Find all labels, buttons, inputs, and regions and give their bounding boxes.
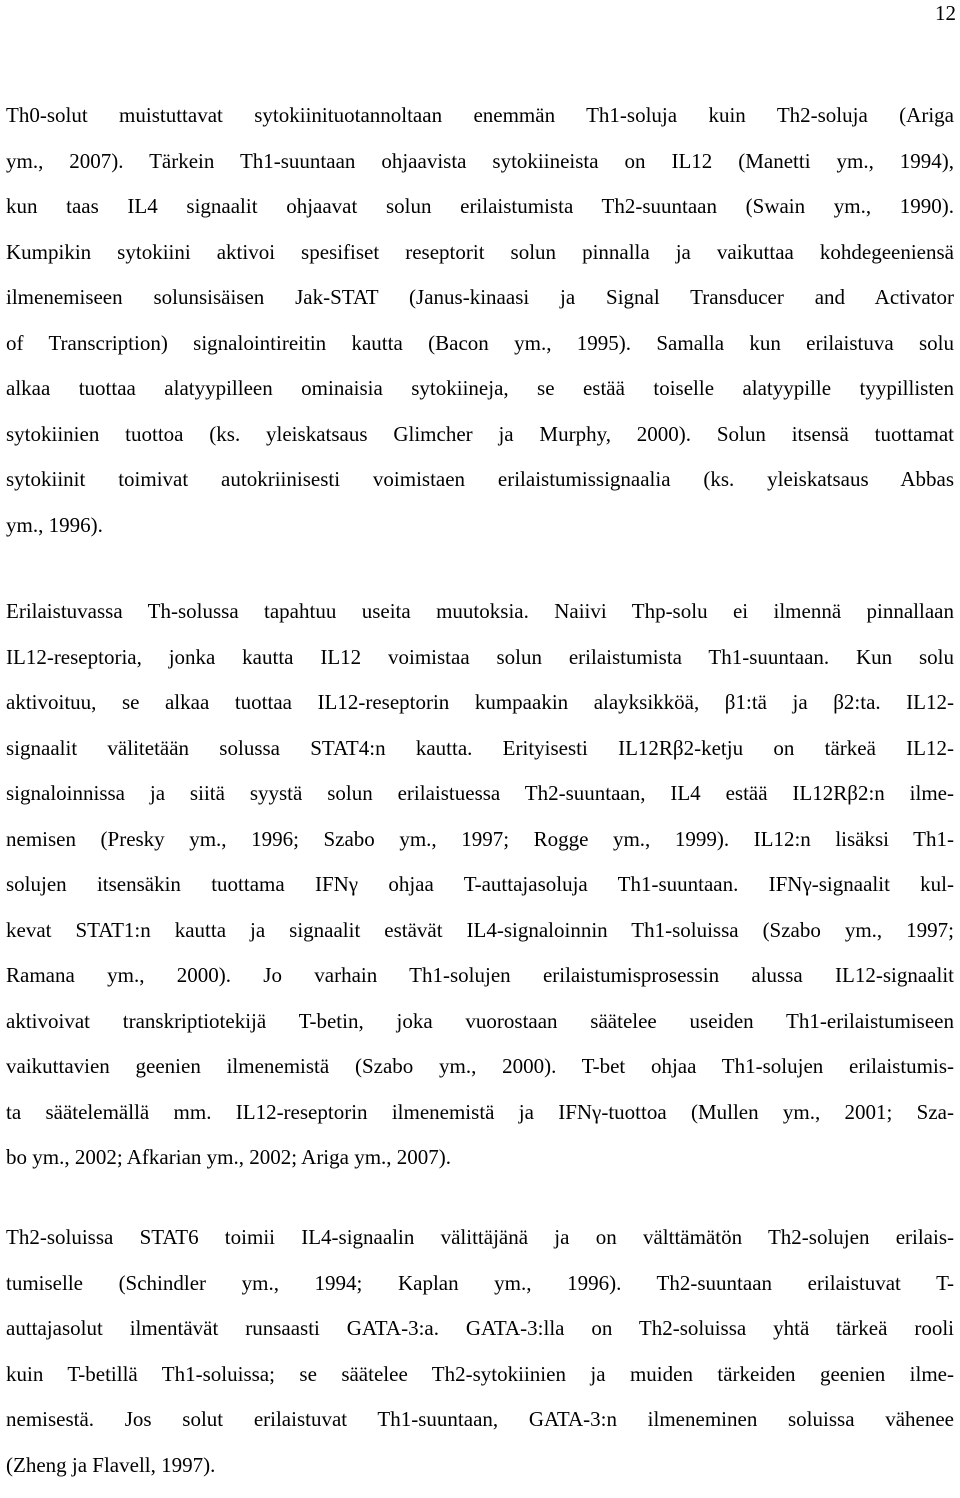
text-line: nemisestä. Jos solut erilaistuvat Th1-suuntaan, GATA-3:n ilmeneminen soluissa vähenee	[6, 1407, 954, 1431]
text-line: kevat STAT1:n kautta ja signaalit estävät IL4-signaloinnin Th1-soluissa (Szabo ym., 1997;	[6, 917, 954, 942]
text-line: kuin T-betillä Th1-soluissa; se säätelee Th2-sytokiinien ja muiden tärkeiden geenien ilme-	[6, 1361, 954, 1386]
text-line: nemisen (Presky ym., 1996; Szabo ym., 1997; Rogge ym., 1999). IL12:n lisäksi Th1-	[6, 826, 954, 851]
text-line: Th2-soluissa STAT6 toimii IL4-signaalin välittäjänä ja on välttämätön Th2-solujen erilais-	[6, 1225, 954, 1249]
text-line: ym., 2007). Tärkein Th1-suuntaan ohjaavista sytokiineista on IL12 (Manetti ym., 1994),	[6, 148, 954, 173]
text-line: auttajasolut ilmentävät runsaasti GATA-3:a. GATA-3:lla on Th2-soluissa yhtä tärkeä rooli	[6, 1316, 954, 1340]
text-line: ym., 1996).	[6, 512, 103, 537]
text-line: signaalit välitetään solussa STAT4:n kautta. Erityisesti IL12Rβ2-ketju on tärkeä IL12-	[6, 735, 954, 760]
text-line: sytokiinien tuottoa (ks. yleiskatsaus Glimcher ja Murphy, 2000). Solun itsensä tuottamat	[6, 421, 954, 446]
text-line: aktivoivat transkriptiotekijä T-betin, joka vuorostaan säätelee useiden Th1-erilaistumiseen	[6, 1008, 954, 1033]
paragraph-1	[6, 93, 954, 548]
page-number: 12	[935, 1, 956, 25]
text-line: alkaa tuottaa alatyypilleen ominaisia sytokiineja, se estää toiselle alatyypille tyypillisten	[6, 376, 954, 400]
text-line: bo ym., 2002; Afkarian ym., 2002; Ariga ym., 2007).	[6, 1145, 452, 1169]
text-line: IL12-reseptoria, jonka kautta IL12 voimistaa solun erilaistumista Th1-suuntaan. Kun solu	[6, 644, 954, 669]
text-line: vaikuttavien geenien ilmenemistä (Szabo ym., 2000). T-bet ohjaa Th1-solujen erilaistumis-	[6, 1054, 954, 1078]
text-line: kun taas IL4 signaalit ohjaavat solun erilaistumista Th2-suuntaan (Swain ym., 1990).	[6, 194, 954, 218]
text-line: ta säätelemällä mm. IL12-reseptorin ilmenemistä ja IFNγ-tuottoa (Mullen ym., 2001; Sza-	[6, 1099, 954, 1124]
text-line: Erilaistuvassa Th-solussa tapahtuu useita muutoksia. Naiivi Thp-solu ei ilmennä pinnallaan	[6, 599, 954, 623]
text-line: sytokiinit toimivat autokriinisesti voimistaen erilaistumissignaalia (ks. yleiskatsaus Abbas	[6, 467, 954, 491]
text-line: of Transcription) signalointireitin kautta (Bacon ym., 1995). Samalla kun erilaistuva solu	[6, 330, 954, 355]
text-line: Ramana ym., 2000). Jo varhain Th1-solujen erilaistumisprosessin alussa IL12-signaalit	[6, 963, 954, 987]
text-line: ilmenemiseen solunsisäisen Jak-STAT (Janus-kinaasi ja Signal Transducer and Activator	[6, 285, 954, 309]
text-line: Th0-solut muistuttavat sytokiinituotannoltaan enemmän Th1-soluja kuin Th2-soluja (Ariga	[6, 103, 954, 127]
text-line: solujen itsensäkin tuottama IFNγ ohjaa T-auttajasoluja Th1-suuntaan. IFNγ-signaalit kul-	[6, 872, 954, 896]
text-line: aktivoituu, se alkaa tuottaa IL12-reseptorin kumpaakin alayksikköä, β1:tä ja β2:ta. IL12-	[6, 690, 954, 714]
text-line: (Zheng ja Flavell, 1997).	[6, 1452, 216, 1477]
paragraph-2	[6, 589, 954, 1181]
paragraph-3	[6, 1215, 954, 1488]
text-line: tumiselle (Schindler ym., 1994; Kaplan ym., 1996). Th2-suuntaan erilaistuvat T-	[6, 1270, 954, 1295]
text-line: signaloinnissa ja siitä syystä solun erilaistuessa Th2-suuntaan, IL4 estää IL12Rβ2:n ilme-	[6, 781, 954, 805]
text-line: Kumpikin sytokiini aktivoi spesifiset reseptorit solun pinnalla ja vaikuttaa kohdegeeniensä	[6, 239, 954, 264]
